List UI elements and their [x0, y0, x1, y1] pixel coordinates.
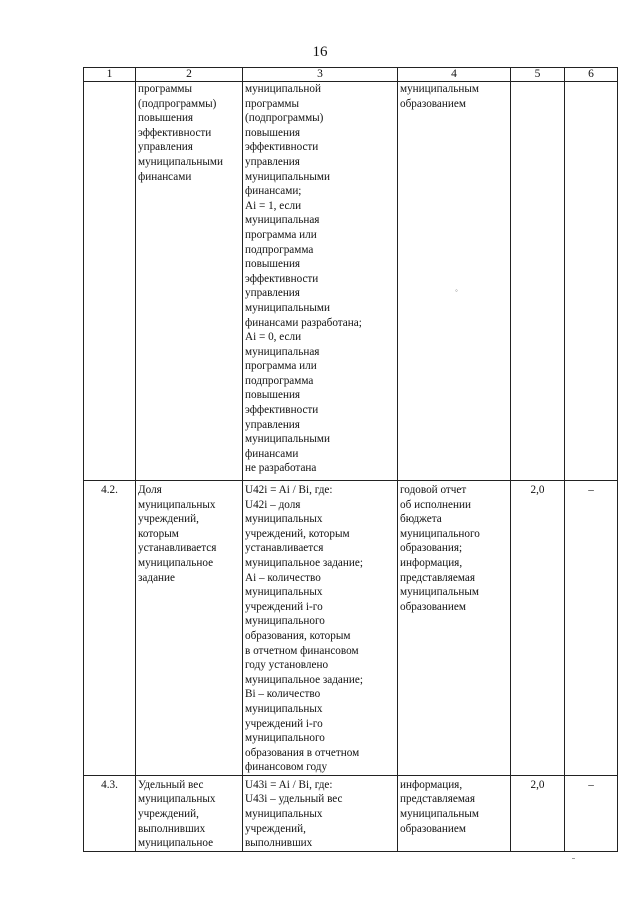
indicator-name-cell: Удельный вес муниципальных учреждений, выполнивших муниципальное	[136, 775, 243, 851]
table-row	[84, 481, 618, 776]
extra-cell	[565, 82, 618, 481]
page-number: 16	[312, 44, 328, 60]
column-header-5: 5	[511, 68, 565, 82]
row-number-cell: 4.3.	[84, 775, 136, 851]
indicator-name-cell: программы (подпрограммы) повышения эффективности управления муниципальными финансами	[136, 82, 243, 481]
column-header-6: 6	[565, 68, 618, 82]
scan-speck	[572, 858, 575, 859]
criteria-table	[83, 67, 618, 852]
table-header-row	[84, 68, 618, 82]
source-cell: муниципальным образованием	[398, 82, 511, 481]
column-header-3: 3	[243, 68, 398, 82]
column-header-1: 1	[84, 68, 136, 82]
extra-cell: –	[565, 775, 618, 851]
formula-cell: U42i = Ai / Bi, где: U42i – доля муниципальных учреждений, которым устанавливается муниципальное задание; Ai – количество муниципальных учреждений i-го муниципального образования, которым в отчетном финансовом году установлено муниципальное задание; Bi – количество муниципальных учреждений i-го муниципального образования в отчетном финансовом году	[243, 481, 398, 776]
table-row	[84, 775, 618, 851]
formula-cell: муниципальной программы (подпрограммы) повышения эффективности управления муниципальными финансами; Ai = 1, если муниципальная программа или подпрограмма повышения эффективности управления муниципальными финансами разработана; Ai = 0, если муниципальная программа или подпрограмма повышения эффективности управления муниципальными финансами не разработана	[243, 82, 398, 481]
weight-cell: 2,0	[511, 481, 565, 776]
table-row	[84, 82, 618, 481]
column-header-4: 4	[398, 68, 511, 82]
source-cell: годовой отчет об исполнении бюджета муниципального образования; информация, представляемая муниципальным образованием	[398, 481, 511, 776]
scan-speck: ◦	[455, 286, 458, 295]
row-number-cell	[84, 82, 136, 481]
extra-cell: –	[565, 481, 618, 776]
formula-cell: U43i = Ai / Bi, где: U43i – удельный вес муниципальных учреждений, выполнивших	[243, 775, 398, 851]
column-header-2: 2	[136, 68, 243, 82]
indicator-name-cell: Доля муниципальных учреждений, которым устанавливается муниципальное задание	[136, 481, 243, 776]
weight-cell: 2,0	[511, 775, 565, 851]
weight-cell	[511, 82, 565, 481]
source-cell: информация, представляемая муниципальным образованием	[398, 775, 511, 851]
row-number-cell: 4.2.	[84, 481, 136, 776]
